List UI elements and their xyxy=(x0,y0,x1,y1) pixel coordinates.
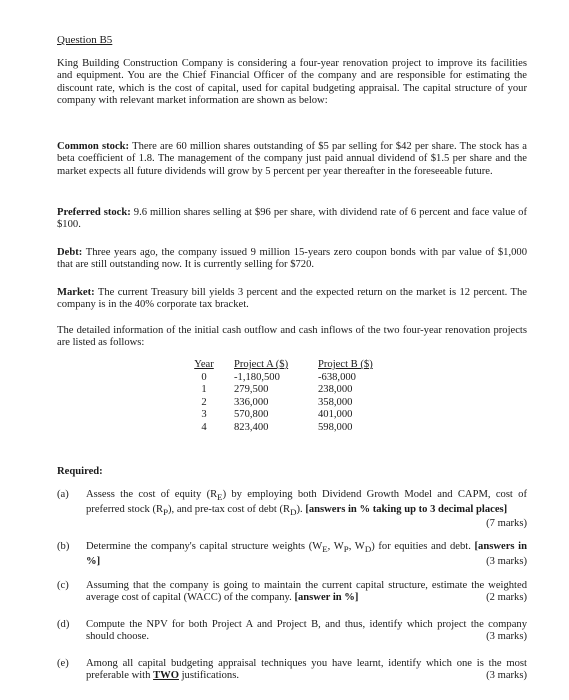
preferred-stock-label: Preferred stock: xyxy=(57,207,131,218)
table-header-year: Year xyxy=(194,359,214,370)
market-paragraph xyxy=(57,287,527,312)
question-a-text: Assess the cost of equity (R xyxy=(86,489,218,500)
market-text: The current Treasury bill yields 3 percent and the expected return on the market is 12 percent. The company is in the 40% corporate tax bracket. xyxy=(57,287,527,311)
cash-flow-table xyxy=(186,359,384,434)
question-a-text: ). xyxy=(296,503,306,515)
question-a-text: ), and pre-tax cost of debt (R xyxy=(168,503,291,515)
question-a-answer-format: [answers in % taking up to 3 decimal places] xyxy=(305,503,508,515)
table-cell-project-b: 238,000 xyxy=(318,384,353,395)
common-stock-text: There are 60 million shares outstanding of $5 par selling for $42 per share. The stock has a beta coefficient of 1.8. The management of the company just paid annual dividend of $1.5 per share and the market expects all future dividends will grow by 5 percent per year thereafter in the foreseeable future. xyxy=(57,141,527,177)
question-b-text: Determine the company's capital structure weights (W xyxy=(86,541,323,552)
table-cell-project-b: 598,000 xyxy=(318,421,353,433)
common-stock-paragraph xyxy=(57,141,527,178)
table-cell-project-a: 823,400 xyxy=(234,421,269,433)
subscript-p: P xyxy=(343,544,349,555)
question-b-text: ) for equities and debt. xyxy=(371,541,475,552)
table-cell-year: 1 xyxy=(201,384,207,395)
table-cell-project-a: -1,180,500 xyxy=(234,371,280,383)
intro-paragraph: King Building Construction Company is considering a four-year renovation project to improve its facilities and equipment. You are the Chief Financial Officer of the company and are responsible for estimating the discount rate, which is the cost of capital, used for capital budgeting appraisal. The capital structure of your company with relevant market information are shown as below: xyxy=(57,58,527,107)
subscript-p: P xyxy=(163,506,168,517)
table-cell-project-a: 336,000 xyxy=(234,396,269,408)
debt-paragraph xyxy=(57,247,527,272)
table-cell-year: 4 xyxy=(201,421,207,433)
question-c-label: (c) xyxy=(57,580,69,591)
question-e-text: Among all capital budgeting appraisal techniques you have learnt, identify which one is the most preferable with xyxy=(86,658,527,682)
debt-label: Debt: xyxy=(57,247,83,258)
question-a-marks: (7 marks) xyxy=(486,518,527,530)
question-e-marks: (3 marks) xyxy=(486,670,527,682)
table-cell-project-b: 401,000 xyxy=(318,409,353,420)
subscript-d: D xyxy=(290,506,297,517)
debt-text: Three years ago, the company issued 9 million 15-years zero coupon bonds with par value of $1,000 that are still outstanding now. It is currently selling for $720. xyxy=(57,247,527,271)
question-b-text: , W xyxy=(327,541,344,552)
question-e-label: (e) xyxy=(57,658,69,669)
detail-paragraph: The detailed information of the initial cash outflow and cash inflows of the two four-year renovation projects are listed as follows: xyxy=(57,325,527,349)
question-a-text: ) by employing both Dividend Growth Model and CAPM, cost of preferred stock (R xyxy=(86,489,527,515)
subscript-d: D xyxy=(364,544,372,555)
question-c xyxy=(57,580,527,605)
question-b-answer-format: [answers in %] xyxy=(86,541,528,567)
market-label: Market: xyxy=(57,287,95,298)
question-b xyxy=(57,541,527,568)
table-cell-year: 2 xyxy=(201,396,207,408)
question-c-answer-format: [answer in %] xyxy=(294,592,359,604)
table-cell-project-b: 358,000 xyxy=(318,396,353,408)
table-cell-project-a: 570,800 xyxy=(234,409,269,420)
question-c-text: Assuming that the company is going to maintain the current capital structure, estimate the weighted average cost of capital (WACC) of the company. xyxy=(86,580,527,604)
subscript-e: E xyxy=(322,544,328,555)
question-d xyxy=(57,619,527,644)
question-a-label: (a) xyxy=(57,489,69,500)
table-cell-year: 3 xyxy=(201,409,207,420)
question-e xyxy=(57,658,527,683)
question-heading: Question B5 xyxy=(57,34,113,46)
question-d-label: (d) xyxy=(57,619,70,630)
question-e-text: justifications. xyxy=(178,670,239,682)
table-header-project-a: Project A ($) xyxy=(234,359,289,370)
required-heading: Required: xyxy=(57,466,103,477)
question-d-marks: (3 marks) xyxy=(486,631,527,643)
subscript-e: E xyxy=(217,492,223,503)
question-c-marks: (2 marks) xyxy=(486,592,527,604)
question-b-label: (b) xyxy=(57,541,70,552)
table-cell-project-a: 279,500 xyxy=(234,384,269,395)
question-b-marks: (3 marks) xyxy=(486,555,527,567)
preferred-stock-paragraph xyxy=(57,207,527,232)
common-stock-label: Common stock: xyxy=(57,141,130,152)
table-cell-project-b: -638,000 xyxy=(318,371,356,383)
table-cell-year: 0 xyxy=(201,371,207,383)
question-b-text: , W xyxy=(348,541,365,552)
table-header-project-b: Project B ($) xyxy=(318,359,373,370)
preferred-stock-text: 9.6 million shares selling at $96 per share, with dividend rate of 6 percent and face value of $100. xyxy=(57,207,527,231)
question-a xyxy=(57,489,527,530)
question-e-emphasis: TWO xyxy=(153,670,179,682)
question-d-text: Compute the NPV for both Project A and Project B, and thus, identify which project the company should choose. xyxy=(86,619,527,643)
